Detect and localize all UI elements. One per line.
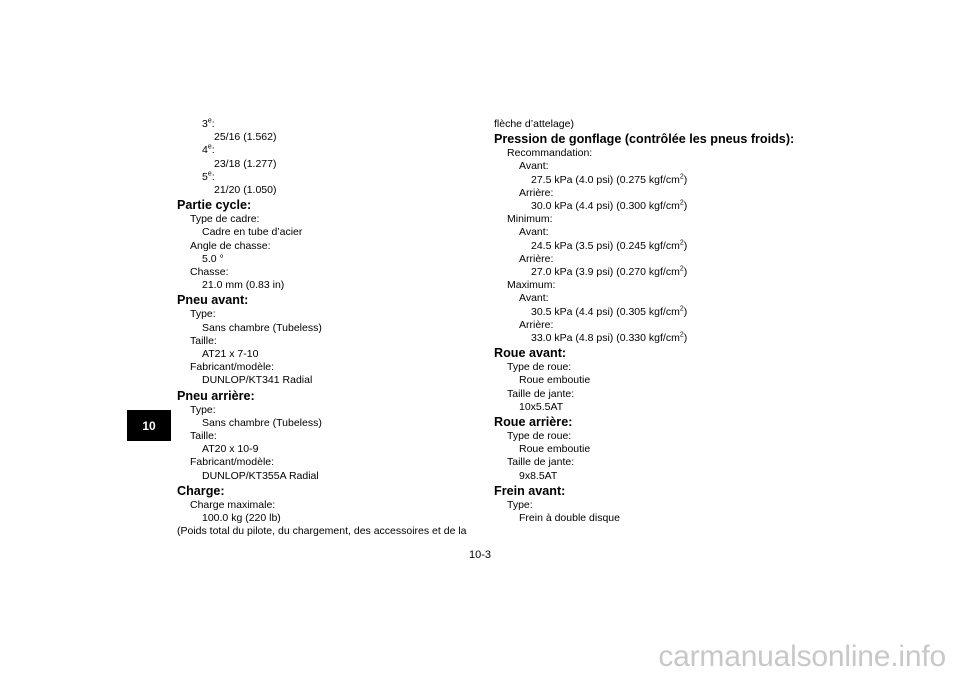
spec-value [531,200,794,213]
spec-label: Fabricant/modèle: [190,361,275,374]
spec-label: Taille de jante: [507,387,575,400]
section-heading: Charge: [177,483,225,498]
spec-value: Arrière: [519,186,554,199]
spec-label: Type: [190,308,216,321]
spec-text: 33.0 kPa (4.8 psi) (0.330 kgf/cm [531,332,680,345]
section-heading: Roue arrière: [494,415,573,430]
superscript: 2 [679,239,684,247]
spec-value: Roue emboutie [519,374,591,387]
spec-value: 21/20 (1.050) [214,184,277,197]
spec-label: Angle de chasse: [190,239,271,252]
spec-text: 27.5 kPa (4.0 psi) (0.275 kgf/cm [531,173,680,186]
superscript: 2 [679,199,684,207]
spec-label: Type de roue: [507,361,572,374]
spec-value: 5.0 ° [202,252,224,265]
spec-text: 3 [202,118,208,130]
spec-text-suffix: ) [683,332,688,345]
spec-value: Sans chambre (Tubeless) [202,416,322,429]
superscript: 2 [679,305,684,313]
spec-value: DUNLOP/KT355A Radial [202,469,319,482]
spec-label: Type: [190,403,216,416]
spec-text-suffix: ) [683,305,688,318]
superscript: e [207,117,212,125]
spec-value: Arrière: [519,318,554,331]
superscript: 2 [679,331,684,339]
spec-value: 9x8.5AT [519,469,558,482]
spec-text: 30.5 kPa (4.4 psi) (0.305 kgf/cm [531,305,680,318]
page-number: 10-3 [468,549,492,561]
spec-text-suffix: ) [683,239,688,252]
spec-label: flèche d’attelage) [494,118,574,130]
spec-value [531,174,794,187]
section-heading: Frein avant: [494,483,566,498]
spec-value: DUNLOP/KT341 Radial [202,374,313,387]
spec-text: 27.0 kPa (3.9 psi) (0.270 kgf/cm [531,266,680,279]
section-heading: Partie cycle: [177,198,252,213]
spec-text-suffix: : [211,118,215,130]
spec-value: 21.0 mm (0.83 in) [202,279,285,292]
spec-text: 30.0 kPa (4.4 psi) (0.300 kgf/cm [531,200,680,213]
spec-text: 5 [202,170,208,183]
spec-label: Type de roue: [507,430,572,443]
spec-text: 4 [202,144,208,157]
section-heading: Pression de gonflage (contrôlée les pneus froids): [494,132,795,147]
spec-value [531,306,794,319]
spec-value: Avant: [519,160,549,173]
spec-value [202,118,477,131]
spec-value [531,332,794,345]
spec-label: Type de cadre: [190,213,260,226]
spec-value: 23/18 (1.277) [214,157,277,170]
spec-value: AT21 x 7-10 [202,348,259,361]
spec-value: Cadre en tube d’acier [202,226,303,239]
spec-text-suffix: ) [683,266,688,279]
spec-value: Arrière: [519,252,554,265]
spec-value: Roue emboutie [519,443,591,456]
spec-value: 10x5.5AT [519,400,564,413]
superscript: 2 [679,173,684,181]
spec-label: Charge maximale: [190,498,276,511]
spec-label: Taille: [190,334,217,347]
spec-label: Taille de jante: [507,456,575,469]
right-column [494,118,794,525]
superscript: 2 [679,265,684,273]
spec-value: Avant: [519,226,549,239]
spec-value: AT20 x 10-9 [202,443,259,456]
section-heading: Roue avant: [494,346,567,361]
spec-text-suffix: ) [683,173,688,186]
chapter-tab-label: 10 [142,418,156,433]
spec-value [531,266,794,279]
spec-label: Recommandation: [507,147,593,160]
spec-text: 24.5 kPa (3.5 psi) (0.245 kgf/cm [531,239,680,252]
spec-text-suffix: : [211,170,215,183]
section-heading: Pneu arrière: [177,388,255,403]
spec-label: Taille: [190,430,217,443]
superscript: e [207,143,212,151]
spec-value: Frein à double disque [519,512,620,525]
spec-label: Minimum: [507,213,553,226]
spec-text-suffix: ) [683,200,688,213]
superscript: e [207,170,212,178]
spec-label: Chasse: [190,266,229,279]
watermark-text: carmanualsonline.info [658,640,946,673]
spec-value: 25/16 (1.562) [214,131,277,144]
left-column [177,118,477,538]
spec-label: Maximum: [507,279,556,292]
spec-label: (Poids total du pilote, du chargement, des accessoires et de la [177,525,467,538]
spec-value: Sans chambre (Tubeless) [202,321,322,334]
spec-label: Fabricant/modèle: [190,456,275,469]
section-heading: Pneu avant: [177,293,249,308]
spec-text-suffix: : [211,144,215,157]
spec-value [202,171,477,184]
spec-value: 100.0 kg (220 lb) [202,512,281,525]
spec-value [202,144,477,157]
spec-value: Avant: [519,292,549,305]
chapter-tab [127,410,171,441]
spec-label: Type: [507,498,533,511]
spec-value [531,240,794,253]
